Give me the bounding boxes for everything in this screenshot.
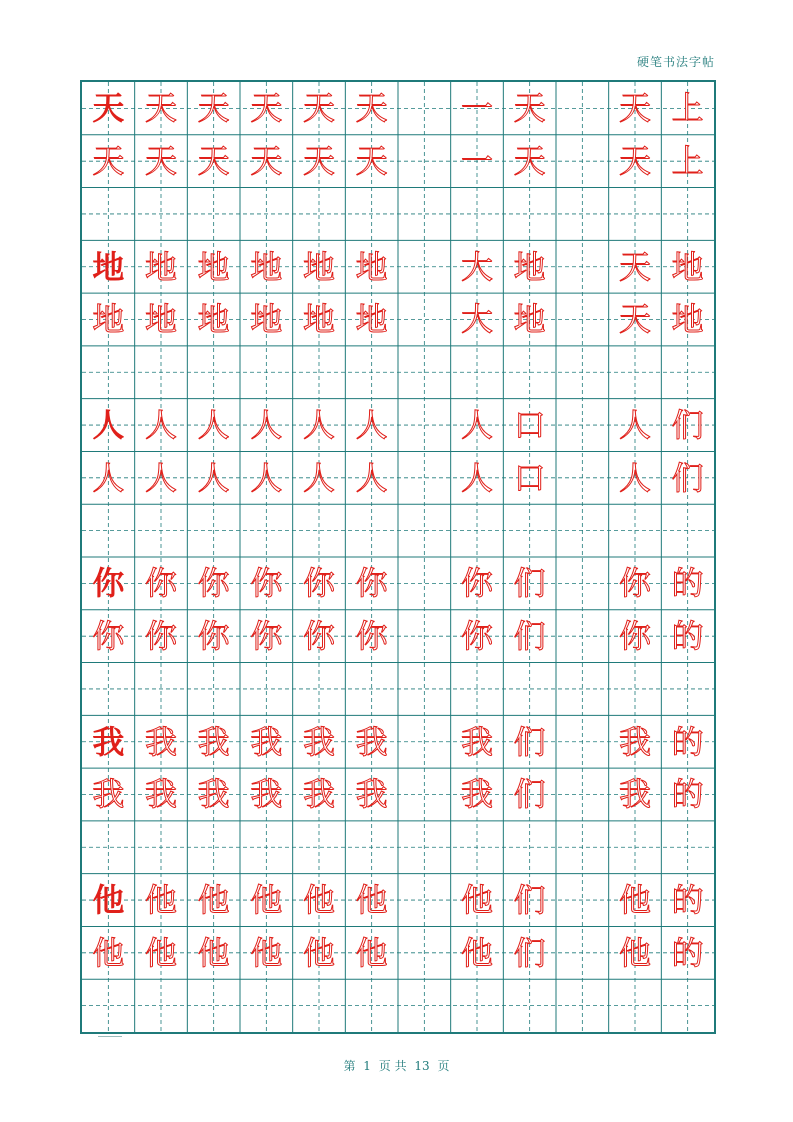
trace-character: [556, 399, 609, 452]
trace-character: [609, 504, 662, 557]
trace-character: [661, 188, 714, 241]
trace-character: [398, 293, 451, 346]
footer-page-number: 1: [363, 1059, 371, 1073]
trace-character: [503, 188, 556, 241]
trace-character: 你: [618, 564, 651, 603]
trace-character: [398, 663, 451, 716]
trace-character: 上: [671, 89, 704, 128]
trace-character: 我: [92, 775, 125, 814]
trace-character: [398, 821, 451, 874]
trace-character: [82, 663, 135, 716]
trace-character: 的: [671, 617, 704, 656]
trace-character: [345, 188, 398, 241]
model-character: 天: [92, 89, 125, 128]
trace-character: 天: [513, 89, 546, 128]
trace-character: [556, 451, 609, 504]
trace-character: 一: [460, 142, 493, 181]
trace-character: 们: [513, 722, 546, 761]
trace-character: [82, 346, 135, 399]
trace-character: [661, 663, 714, 716]
trace-character: 他: [355, 881, 388, 920]
trace-character: [135, 821, 188, 874]
trace-character: [398, 874, 451, 927]
trace-character: [240, 504, 293, 557]
trace-character: [135, 188, 188, 241]
trace-character: 们: [513, 775, 546, 814]
trace-character: [240, 188, 293, 241]
footer-prefix: 第: [343, 1059, 356, 1073]
trace-character: [135, 346, 188, 399]
footer-mid: 页 共: [378, 1059, 407, 1073]
trace-character: [556, 926, 609, 979]
trace-character: 大: [460, 247, 493, 286]
practice-row: [82, 399, 718, 452]
trace-character: [293, 821, 346, 874]
trace-character: 地: [355, 300, 388, 339]
trace-character: 地: [302, 247, 335, 286]
trace-character: 地: [144, 300, 177, 339]
trace-character: 们: [513, 564, 546, 603]
trace-character: [451, 821, 504, 874]
trace-character: 他: [302, 933, 335, 972]
footer-suffix: 页: [437, 1059, 450, 1073]
corner-mark: [98, 1036, 122, 1037]
trace-character: 口: [513, 458, 546, 497]
trace-character: [398, 82, 451, 135]
trace-character: 他: [302, 881, 335, 920]
trace-character: 他: [250, 881, 283, 920]
trace-character: [398, 240, 451, 293]
trace-character: 他: [618, 933, 651, 972]
trace-character: 他: [144, 881, 177, 920]
practice-row: [82, 663, 718, 716]
trace-character: [503, 504, 556, 557]
trace-character: [556, 504, 609, 557]
trace-character: 他: [250, 933, 283, 972]
trace-character: 的: [671, 722, 704, 761]
trace-character: 你: [92, 617, 125, 656]
practice-row: [82, 715, 718, 768]
trace-character: [609, 188, 662, 241]
trace-character: 我: [250, 722, 283, 761]
practice-row: [82, 240, 718, 293]
trace-character: 天: [144, 89, 177, 128]
practice-row: [82, 557, 718, 610]
trace-character: 们: [513, 881, 546, 920]
trace-character: 你: [460, 617, 493, 656]
trace-character: [345, 663, 398, 716]
trace-character: 们: [671, 458, 704, 497]
trace-character: 我: [355, 722, 388, 761]
trace-character: 人: [197, 458, 230, 497]
trace-character: [556, 663, 609, 716]
practice-row: [82, 346, 718, 399]
trace-character: 天: [250, 142, 283, 181]
trace-character: [451, 346, 504, 399]
trace-character: [556, 610, 609, 663]
practice-row: [82, 610, 718, 663]
trace-character: 人: [144, 458, 177, 497]
trace-character: [398, 979, 451, 1032]
trace-character: 天: [302, 89, 335, 128]
trace-character: [503, 821, 556, 874]
trace-character: 地: [250, 247, 283, 286]
trace-character: 你: [302, 617, 335, 656]
practice-row: [82, 926, 718, 979]
trace-character: [398, 610, 451, 663]
trace-character: [503, 346, 556, 399]
practice-row: [82, 768, 718, 821]
practice-row: [82, 979, 718, 1032]
trace-character: [398, 715, 451, 768]
trace-character: 我: [144, 775, 177, 814]
trace-character: [556, 135, 609, 188]
trace-character: 我: [460, 722, 493, 761]
trace-character: 我: [460, 775, 493, 814]
trace-character: [187, 979, 240, 1032]
trace-character: 们: [513, 933, 546, 972]
trace-character: 你: [144, 564, 177, 603]
trace-character: 人: [250, 458, 283, 497]
trace-character: 你: [460, 564, 493, 603]
trace-character: [451, 663, 504, 716]
trace-character: 地: [671, 247, 704, 286]
trace-character: 人: [618, 458, 651, 497]
trace-character: [503, 979, 556, 1032]
model-character: 地: [92, 247, 125, 286]
trace-character: 他: [144, 933, 177, 972]
trace-character: [556, 979, 609, 1032]
trace-character: 地: [250, 300, 283, 339]
trace-character: [398, 926, 451, 979]
practice-grid: [80, 80, 716, 1034]
trace-character: 天: [355, 89, 388, 128]
trace-character: 我: [197, 775, 230, 814]
trace-character: 天: [92, 142, 125, 181]
trace-character: 天: [197, 142, 230, 181]
trace-character: [556, 768, 609, 821]
trace-character: [82, 979, 135, 1032]
trace-character: [293, 979, 346, 1032]
trace-character: [661, 346, 714, 399]
trace-character: 人: [197, 406, 230, 445]
trace-character: [661, 979, 714, 1032]
trace-character: 你: [355, 617, 388, 656]
trace-character: [82, 821, 135, 874]
model-character: 我: [92, 722, 125, 761]
trace-character: 人: [355, 458, 388, 497]
trace-character: [187, 504, 240, 557]
trace-character: 一: [460, 89, 493, 128]
trace-character: [345, 504, 398, 557]
trace-character: 人: [302, 406, 335, 445]
page-footer: [0, 1057, 793, 1074]
trace-character: [556, 557, 609, 610]
trace-character: [556, 293, 609, 346]
trace-character: [609, 821, 662, 874]
model-character: 他: [92, 881, 125, 920]
trace-character: [240, 663, 293, 716]
trace-character: [609, 346, 662, 399]
trace-character: 天: [144, 142, 177, 181]
trace-character: [398, 451, 451, 504]
trace-character: 地: [355, 247, 388, 286]
trace-character: [293, 346, 346, 399]
trace-character: 我: [302, 722, 335, 761]
trace-character: 天: [513, 142, 546, 181]
trace-character: 人: [250, 406, 283, 445]
trace-character: 我: [250, 775, 283, 814]
trace-character: 们: [671, 406, 704, 445]
trace-character: 他: [460, 933, 493, 972]
trace-character: 你: [144, 617, 177, 656]
trace-character: 天: [618, 142, 651, 181]
trace-character: 你: [197, 617, 230, 656]
trace-character: 地: [513, 300, 546, 339]
trace-character: 天: [618, 89, 651, 128]
trace-character: [240, 346, 293, 399]
trace-character: [451, 979, 504, 1032]
practice-row: [82, 188, 718, 241]
trace-character: [187, 346, 240, 399]
trace-character: 的: [671, 775, 704, 814]
trace-character: 天: [618, 300, 651, 339]
trace-character: 人: [92, 458, 125, 497]
trace-character: 天: [197, 89, 230, 128]
trace-character: 他: [355, 933, 388, 972]
trace-character: [293, 663, 346, 716]
trace-character: 的: [671, 564, 704, 603]
trace-character: [240, 821, 293, 874]
trace-character: 我: [144, 722, 177, 761]
trace-character: 你: [302, 564, 335, 603]
trace-character: 地: [197, 247, 230, 286]
trace-character: [293, 504, 346, 557]
trace-character: 地: [671, 300, 704, 339]
trace-character: 我: [618, 722, 651, 761]
practice-row: [82, 821, 718, 874]
trace-character: [556, 821, 609, 874]
trace-character: [661, 821, 714, 874]
trace-character: 你: [197, 564, 230, 603]
trace-character: [451, 504, 504, 557]
trace-character: [187, 821, 240, 874]
trace-character: [345, 979, 398, 1032]
practice-row: [82, 874, 718, 927]
trace-character: 人: [355, 406, 388, 445]
trace-character: 人: [460, 458, 493, 497]
trace-character: 上: [671, 142, 704, 181]
trace-character: 人: [144, 406, 177, 445]
trace-character: [556, 188, 609, 241]
practice-row: [82, 451, 718, 504]
trace-character: [82, 504, 135, 557]
trace-character: 地: [513, 247, 546, 286]
trace-character: [556, 346, 609, 399]
trace-character: [135, 663, 188, 716]
trace-character: 们: [513, 617, 546, 656]
trace-character: [187, 188, 240, 241]
trace-character: 你: [250, 617, 283, 656]
trace-character: 我: [618, 775, 651, 814]
trace-character: [398, 135, 451, 188]
practice-row: [82, 504, 718, 557]
trace-character: [135, 504, 188, 557]
trace-character: [345, 346, 398, 399]
header-title: 硬笔书法字帖: [636, 55, 715, 69]
practice-row: [82, 135, 718, 188]
trace-character: [135, 979, 188, 1032]
trace-character: [556, 82, 609, 135]
trace-character: [556, 874, 609, 927]
trace-character: [503, 663, 556, 716]
practice-row: [82, 82, 718, 135]
trace-character: [82, 188, 135, 241]
trace-character: [398, 504, 451, 557]
trace-character: [661, 504, 714, 557]
trace-character: 你: [355, 564, 388, 603]
trace-character: 人: [460, 406, 493, 445]
trace-character: [398, 768, 451, 821]
trace-character: [187, 663, 240, 716]
model-character: 你: [92, 564, 125, 603]
trace-character: 天: [618, 247, 651, 286]
trace-character: 天: [250, 89, 283, 128]
trace-character: [398, 346, 451, 399]
trace-character: 他: [197, 933, 230, 972]
trace-character: 天: [355, 142, 388, 181]
trace-character: [398, 399, 451, 452]
trace-character: [609, 663, 662, 716]
trace-character: 地: [197, 300, 230, 339]
trace-character: 他: [618, 881, 651, 920]
trace-character: [556, 715, 609, 768]
trace-character: [556, 240, 609, 293]
footer-total-pages: 13: [414, 1059, 430, 1073]
trace-character: 地: [302, 300, 335, 339]
trace-character: 他: [460, 881, 493, 920]
trace-character: 人: [302, 458, 335, 497]
practice-row: [82, 293, 718, 346]
trace-character: 我: [355, 775, 388, 814]
trace-character: [398, 188, 451, 241]
trace-character: 我: [197, 722, 230, 761]
trace-character: 的: [671, 881, 704, 920]
trace-character: [609, 979, 662, 1032]
trace-character: 人: [618, 406, 651, 445]
trace-character: 你: [618, 617, 651, 656]
trace-character: 的: [671, 933, 704, 972]
trace-character: 你: [250, 564, 283, 603]
trace-character: 大: [460, 300, 493, 339]
trace-character: [240, 979, 293, 1032]
trace-character: [345, 821, 398, 874]
trace-character: 他: [92, 933, 125, 972]
trace-character: 口: [513, 406, 546, 445]
trace-character: 地: [144, 247, 177, 286]
trace-character: 他: [197, 881, 230, 920]
trace-character: [398, 557, 451, 610]
trace-character: 天: [302, 142, 335, 181]
model-character: 人: [92, 406, 125, 445]
trace-character: [451, 188, 504, 241]
trace-character: [293, 188, 346, 241]
trace-character: 我: [302, 775, 335, 814]
trace-character: 地: [92, 300, 125, 339]
